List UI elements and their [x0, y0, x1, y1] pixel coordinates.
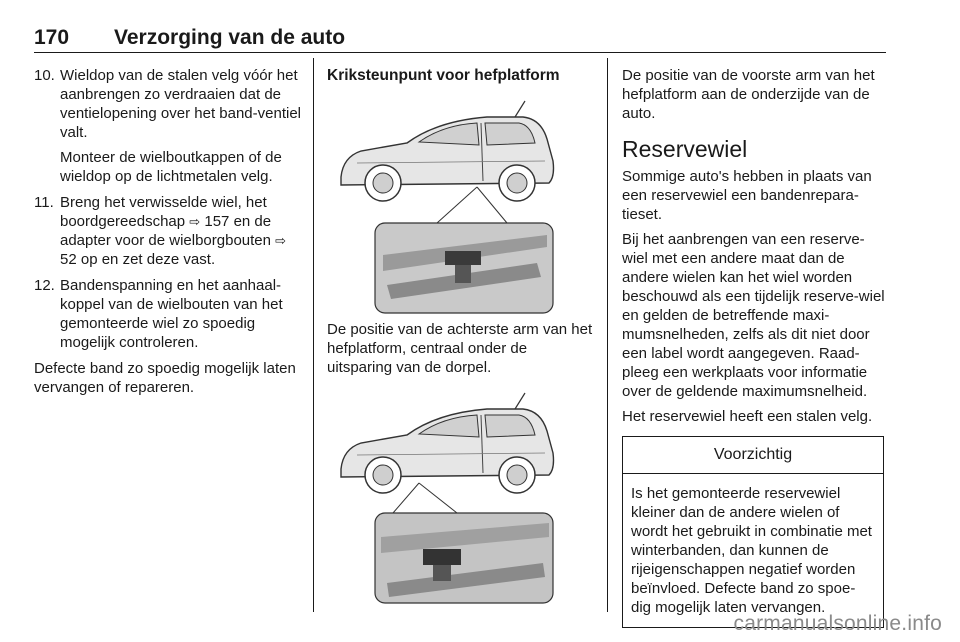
list-item-number: 10. — [34, 67, 55, 84]
reference-arrow-icon: ⇨ — [275, 233, 287, 248]
page-number: 170 — [34, 26, 70, 49]
car-illustration-rear-lift-point — [327, 95, 591, 320]
list-item — [34, 193, 304, 269]
footer-watermark: carmanualsonline.info — [733, 612, 942, 635]
page-reference-link[interactable]: 52 — [60, 251, 77, 268]
closing-paragraph: Defecte band zo spoedig mogelijk laten vervangen of repareren. — [34, 360, 296, 396]
section-heading-reservewiel: Reservewiel — [622, 136, 748, 162]
list-item-number: 11. — [34, 194, 54, 211]
list-item-number: 12. — [34, 277, 55, 294]
list-item-text: Bandenspanning en het aanhaal-koppel van de wielbouten van het gemonteerde wiel zo spoedig mogelijk controleren. — [60, 277, 283, 351]
list-item-subtext: Monteer de wielboutkappen of de wieldop op de lichtmetalen velg. — [60, 149, 282, 185]
column-divider-2 — [607, 58, 608, 612]
paragraph: Sommige auto's hebben in plaats van een reservewiel een bandenrepara-tieset. — [622, 168, 872, 223]
reference-arrow-icon: ⇨ — [189, 214, 201, 229]
list-item-text: Breng het verwisselde wiel, het boordgereedschap ⇨ 157 en de adapter voor de wielborgbouten ⇨ 52 op en zet deze vast. — [60, 194, 287, 268]
warning-box — [622, 436, 884, 628]
paragraph: Bij het aanbrengen van een reserve-wiel met een andere maat dan de andere wielen kan het wiel worden beschouwd als een tijdelijk reserve-wiel en gelden de betreffende maxi-mumsnelheden, zelfs als dit niet door een label wordt aangegeven. Raad-pleeg een werkplaats voor informatie over de geldende maximumsnelheid. — [622, 231, 885, 400]
list-item — [34, 66, 304, 186]
list-item-text: Wieldop van de stalen velg vóór het aanbrengen zo verdraaien dat de ventielopening over het band-ventiel valt. — [60, 67, 302, 141]
column-divider-1 — [313, 58, 314, 612]
column-1 — [34, 66, 304, 397]
column-3 — [622, 66, 888, 628]
warning-title: Voorzichtig — [623, 437, 883, 474]
page-title: Verzorging van de auto — [114, 26, 346, 49]
page-header — [34, 22, 886, 53]
column-2 — [327, 66, 595, 607]
paragraph: Het reservewiel heeft een stalen velg. — [622, 408, 873, 425]
intro-paragraph: De positie van de voorste arm van het hefplatform aan de onderzijde van de auto. — [622, 67, 875, 122]
warning-body: Is het gemonteerde reservewiel kleiner dan de andere wielen of wordt het gebruikt in combinatie met winterbanden, dan kunnen de rijeigenschappen negatief worden beïnvloed. Defecte band zo spoe-dig mogelijk laten vervangen. — [631, 485, 872, 616]
list-item — [34, 276, 304, 352]
page-reference-link[interactable]: 157 — [204, 213, 230, 230]
section-heading: Kriksteunpunt voor hefplatform — [327, 67, 560, 84]
car-illustration-front-lift-point — [327, 387, 591, 607]
figure-caption: De positie van de achterste arm van het hefplatform, centraal onder de uitsparing van de dorpel. — [327, 321, 593, 376]
